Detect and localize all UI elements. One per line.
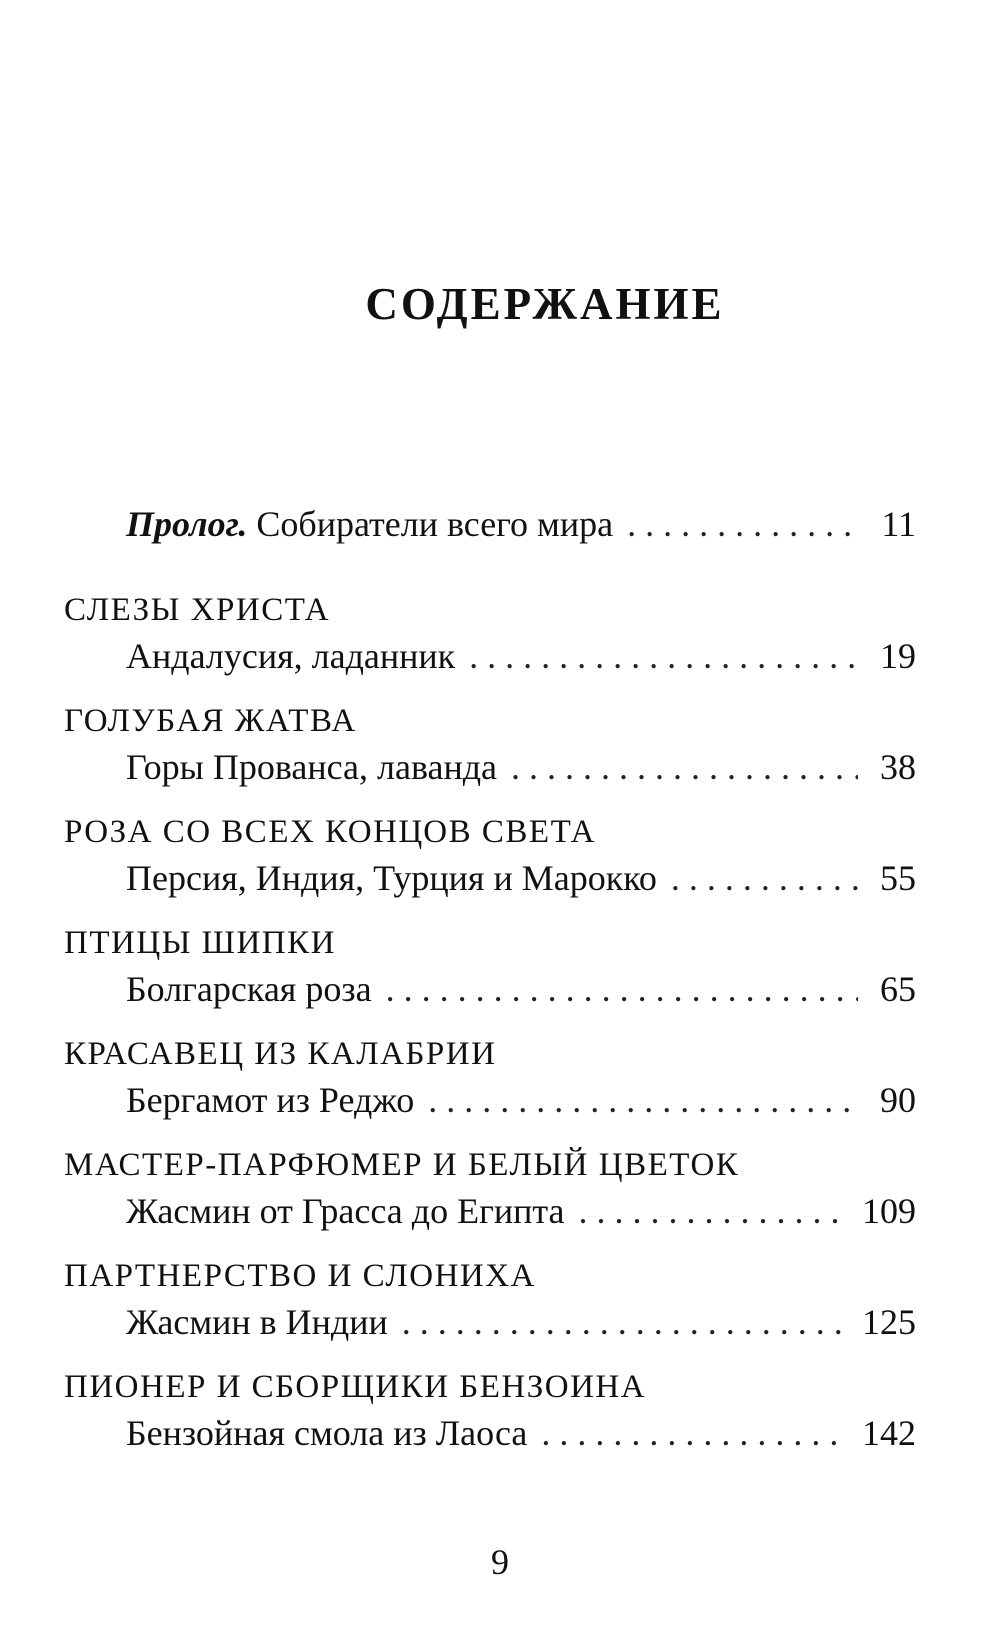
page-number: 11: [881, 504, 916, 544]
entry-title: [126, 500, 613, 548]
chapter-heading: ПТИЦЫ ШИПКИ: [64, 925, 336, 961]
page-title: СОДЕРЖАНИЕ: [365, 279, 725, 329]
entry-title: Болгарская роза: [126, 969, 372, 1009]
prologue-label: Пролог.: [126, 504, 248, 544]
dot-leader: [541, 1409, 848, 1457]
page-number: 125: [862, 1302, 916, 1342]
toc-entry[interactable]: [126, 1076, 916, 1124]
chapter-heading: СЛЕЗЫ ХРИСТА: [64, 592, 331, 628]
entry-title: Андалусия, ладанник: [126, 636, 456, 676]
dot-leader: [511, 743, 858, 791]
dot-leader: [402, 1298, 848, 1346]
chapter-heading: ГОЛУБАЯ ЖАТВА: [64, 703, 357, 739]
toc-entry[interactable]: [126, 965, 916, 1013]
page-number: 142: [862, 1413, 916, 1453]
chapter-heading: ПИОНЕР И СБОРЩИКИ БЕНЗОИНА: [64, 1369, 647, 1405]
dot-leader: [428, 1076, 858, 1124]
toc-entry[interactable]: [126, 1298, 916, 1346]
dot-leader: [386, 965, 858, 1013]
chapter-heading: МАСТЕР-ПАРФЮМЕР И БЕЛЫЙ ЦВЕТОК: [64, 1147, 740, 1183]
chapter-heading: ПАРТНЕРСТВО И СЛОНИХА: [64, 1258, 536, 1294]
page-number: 38: [880, 747, 916, 787]
page-number: 109: [862, 1191, 916, 1231]
toc-entry-prologue[interactable]: [126, 500, 916, 548]
page-folio-number: 9: [491, 1542, 509, 1582]
entry-title: Бергамот из Реджо: [126, 1080, 415, 1120]
page-number: 90: [880, 1080, 916, 1120]
page-number: 55: [880, 858, 916, 898]
toc-entry[interactable]: [126, 1187, 916, 1235]
toc-entry[interactable]: [126, 632, 916, 680]
toc-entry[interactable]: [126, 1409, 916, 1457]
entry-title: Бензойная смола из Лаоса: [126, 1413, 528, 1453]
dot-leader: [469, 632, 858, 680]
toc-entry[interactable]: [126, 743, 916, 791]
chapter-heading: РОЗА СО ВСЕХ КОНЦОВ СВЕТА: [64, 814, 596, 850]
entry-title: Персия, Индия, Турция и Марокко: [126, 858, 657, 898]
page-number: 65: [880, 969, 916, 1009]
dot-leader: [671, 854, 858, 902]
dot-leader: [579, 1187, 848, 1235]
page-number: 19: [880, 636, 916, 676]
entry-title: Горы Прованса, лаванда: [126, 747, 498, 787]
toc-entry[interactable]: [126, 854, 916, 902]
entry-title: Жасмин в Индии: [126, 1302, 388, 1342]
entry-title: Жасмин от Грасса до Египта: [126, 1191, 565, 1231]
dot-leader: [627, 500, 858, 548]
prologue-title: Собиратели всего мира: [256, 504, 614, 544]
chapter-heading: КРАСАВЕЦ ИЗ КАЛАБРИИ: [64, 1036, 497, 1072]
